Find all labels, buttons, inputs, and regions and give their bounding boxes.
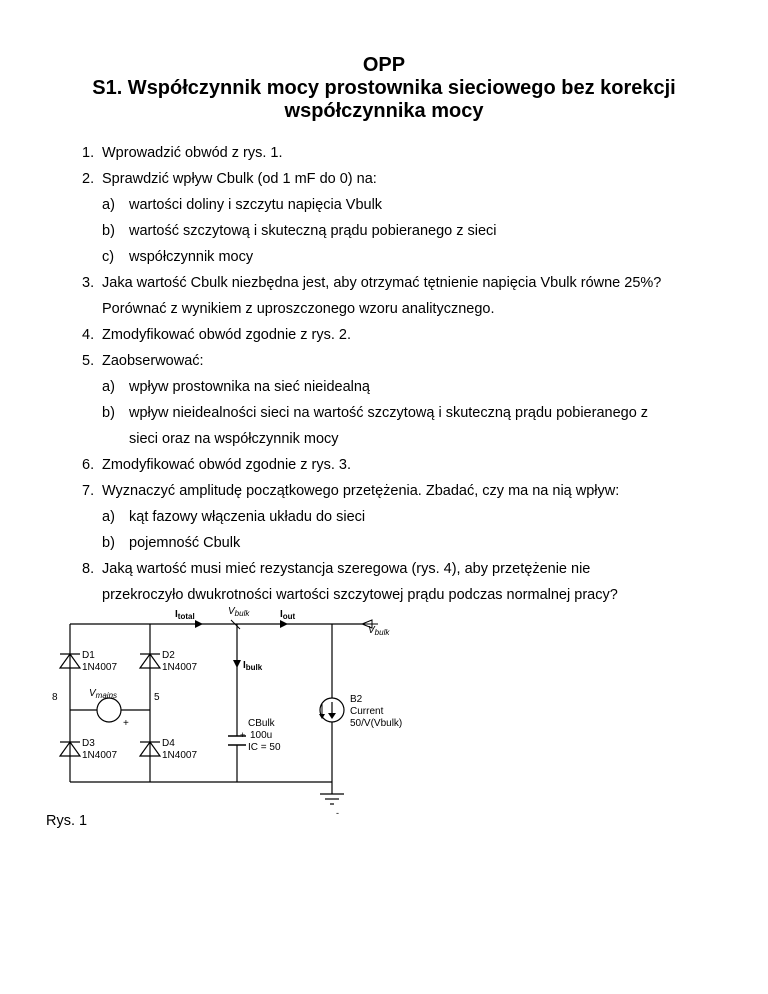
label-d1-model: 1N4007 [82,662,118,673]
task-4-text: Zmodyfikować obwód zgodnie z rys. 2. [102,327,352,343]
task-1-text: Wprowadzić obwód z rys. 1. [102,145,283,161]
task-7b-letter: b) [102,535,115,551]
label-d3-model: 1N4007 [82,750,118,761]
task-2c-letter: c) [102,249,115,265]
task-1-number: 1. [82,145,95,161]
label-d2-model: 1N4007 [162,662,198,673]
label-i-bulk: $I_{bulk}$ [243,660,263,672]
label-i-out: $I_{out}$ [280,609,296,621]
task-2a-letter: a) [102,197,115,213]
i-out-arrow-icon [280,620,288,628]
task-3-number: 3. [82,275,95,291]
task-7-text: Wyznaczyć amplitudę początkowego przetężenia. Zbadać, czy ma na nią wpływ: [102,483,620,499]
task-4-number: 4. [82,327,95,343]
task-5b-text: wpływ nieidealności sieci na wartość szczytową i skuteczną prądu pobieranego z [129,405,649,421]
label-d3-name: D3 [82,738,95,749]
task-2b-text: wartość szczytową i skuteczną prądu pobieranego z sieci [129,223,497,239]
label-cap-value: 100u [250,730,273,741]
label-cap-ic: IC = 50 [248,742,281,753]
task-8-continuation: przekroczyło dwukrotności wartości szczytowej prądu podczas normalnej pracy? [102,587,618,603]
task-7b-text: pojemność Cbulk [129,535,241,551]
label-node-5: 5 [154,692,160,703]
task-8-number: 8. [82,561,95,577]
task-5-text: Zaobserwować: [102,353,204,369]
label-v-mains: $V_{mains}$ [89,688,118,700]
title-opp: OPP [362,54,406,76]
label-v-bulk-top: $V_{bulk}$ [228,606,250,618]
task-6-number: 6. [82,457,95,473]
task-7-number: 7. [82,483,95,499]
current-source-b2-symbol [319,698,344,722]
figure-caption: Rys. 1 [46,813,88,829]
i-total-arrow-icon [195,620,203,628]
label-b2-name: B2 [350,694,363,705]
task-5a-letter: a) [102,379,115,395]
task-2c-text: współczynnik mocy [129,249,254,265]
title-line-3: współczynnika mocy [284,100,484,122]
task-7a-letter: a) [102,509,115,525]
label-b2-expr: 50/V(Vbulk) [350,718,403,729]
label-ground-minus: - [336,808,339,818]
label-node-8: 8 [52,692,58,703]
i-bulk-arrow-icon [233,660,241,668]
label-d4-name: D4 [162,738,175,749]
label-cap-name: CBulk [248,718,275,729]
task-5b-letter: b) [102,405,115,421]
label-cap-plus: + [240,730,246,740]
task-8-text: Jaką wartość musi mieć rezystancja szeregowa (rys. 4), aby przetężenie nie [102,561,591,577]
task-2a-text: wartości doliny i szczytu napięcia Vbulk [129,197,383,213]
task-3-text: Jaka wartość Cbulk niezbędna jest, aby otrzymać tętnienie napięcia Vbulk równe 25%? [102,275,662,291]
task-2-text: Sprawdzić wpływ Cbulk (od 1 mF do 0) na: [102,171,377,187]
ground-symbol [320,794,344,804]
label-d2-name: D2 [162,650,175,661]
label-i-total: $I_{total}$ [175,609,195,621]
label-d4-model: 1N4007 [162,750,198,761]
label-b2-type: Current [350,706,384,717]
task-5-number: 5. [82,353,95,369]
task-2-number: 2. [82,171,95,187]
mains-source-symbol [97,698,121,722]
circuit-diagram [0,600,768,830]
task-6-text: Zmodyfikować obwód zgodnie z rys. 3. [102,457,352,473]
label-d1-name: D1 [82,650,95,661]
task-3-continuation: Porównać z wynikiem z uproszczonego wzoru analitycznego. [102,301,495,317]
task-5a-text: wpływ prostownika na sieć nieidealną [129,379,370,395]
task-5b-continuation: sieci oraz na współczynnik mocy [129,431,339,447]
label-source-plus: + [123,718,129,729]
title-line-2: S1. Współczynnik mocy prostownika sieciowego bez korekcji [92,77,676,99]
label-v-bulk-right: $V_{bulk}$ [368,625,390,637]
task-7a-text: kąt fazowy włączenia układu do sieci [129,509,366,525]
task-2b-letter: b) [102,223,115,239]
